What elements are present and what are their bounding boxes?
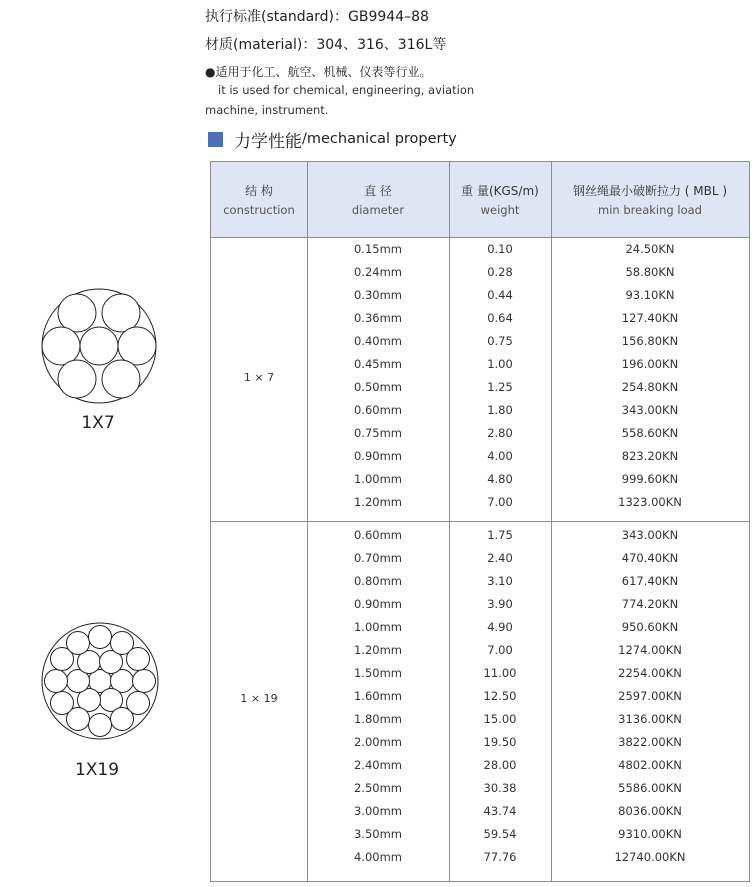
cell-diameter: 0.15mm [353,242,402,256]
property-table [210,161,750,882]
cell-diameter: 2.40mm [353,758,402,772]
cell-diameter: 2.00mm [353,735,402,749]
cell-mbl: 617.40KN [621,574,679,588]
diagram-1x19 [41,622,159,740]
cell-construction: 1 × 19 [240,691,278,705]
usage-en-2: machine, instrument. [205,103,329,117]
cell-mbl: 774.20KN [621,597,679,611]
cell-weight: 3.90 [487,597,513,611]
cell-diameter: 0.36mm [353,311,402,325]
header-construction-zh: 结 构 [245,184,273,198]
section-title-en: /mechanical property [302,131,457,147]
cell-diameter: 0.75mm [353,426,402,440]
cell-mbl: 999.60KN [621,472,679,486]
standard-line: 执行标准(standard)：GB9944–88 [205,9,429,25]
section-heading [208,128,457,150]
cell-weight: 28.00 [483,758,517,772]
cell-weight: 7.00 [487,495,513,509]
cell-diameter: 1.00mm [353,620,402,634]
diagram-label-1x19: 1X19 [74,760,120,780]
cell-weight: 11.00 [483,666,517,680]
section-title-zh: 力学性能 [234,131,302,152]
cell-weight: 43.74 [483,804,517,818]
cell-weight: 15.00 [483,712,517,726]
cell-mbl: 9310.00KN [618,827,682,841]
header-mbl-zh: 钢丝绳最小破断拉力 ( MBL ) [572,184,728,198]
cell-weight: 4.80 [487,472,513,486]
header-mbl [551,162,749,237]
cell-mbl: 8036.00KN [618,804,682,818]
cell-mbl: 3822.00KN [618,735,682,749]
cell-diameter: 0.40mm [353,334,402,348]
cell-diameter: 1.00mm [353,472,402,486]
cell-weight: 1.25 [487,380,513,394]
cell-mbl: 4802.00KN [618,758,682,772]
header-weight-zh: 重 量(KGS/m) [461,184,539,198]
cell-mbl: 58.80KN [625,265,675,279]
cell-weight: 1.00 [487,357,513,371]
table-header [211,162,749,238]
cell-diameter: 0.45mm [353,357,402,371]
cell-mbl: 127.40KN [621,311,679,325]
cell-mbl: 24.50KN [625,242,675,256]
cell-weight: 0.44 [487,288,513,302]
cell-weight: 4.90 [487,620,513,634]
cell-weight: 2.40 [487,551,513,565]
header-diameter [307,162,449,237]
cell-mbl: 558.60KN [621,426,679,440]
cell-mbl: 12740.00KN [614,850,686,864]
cell-diameter: 3.00mm [353,804,402,818]
header-weight-en: weight [480,203,520,217]
cell-diameter: 0.60mm [353,403,402,417]
cell-diameter: 0.50mm [353,380,402,394]
material-line: 材质(material)：304、316、316L等 [205,37,447,53]
cell-diameter: 0.80mm [353,574,402,588]
cell-diameter: 0.90mm [353,597,402,611]
diagram-label-1x7: 1X7 [81,413,115,433]
cell-mbl: 343.00KN [621,403,679,417]
cell-mbl: 254.80KN [621,380,679,394]
cell-diameter: 1.80mm [353,712,402,726]
cell-diameter: 0.70mm [353,551,402,565]
cell-weight: 7.00 [487,643,513,657]
usage-zh: ●适用于化工、航空、机械、仪表等行业。 [205,65,432,79]
cell-weight: 12.50 [483,689,517,703]
usage-en-1: it is used for chemical, engineering, aviation [218,83,475,97]
cell-mbl: 1323.00KN [618,495,682,509]
header-diameter-zh: 直 径 [364,184,392,198]
cell-weight: 4.00 [487,449,513,463]
cell-diameter: 1.50mm [353,666,402,680]
cell-weight: 0.64 [487,311,513,325]
cell-mbl: 2254.00KN [618,666,682,680]
group-separator [211,521,749,522]
cell-diameter: 1.20mm [353,495,402,509]
cell-mbl: 3136.00KN [618,712,682,726]
cell-weight: 59.54 [483,827,517,841]
cell-diameter: 1.60mm [353,689,402,703]
cell-weight: 3.10 [487,574,513,588]
cell-weight: 1.75 [487,528,513,542]
diagram-1x7 [41,288,157,404]
cell-mbl: 343.00KN [621,528,679,542]
cell-weight: 2.80 [487,426,513,440]
cell-mbl: 2597.00KN [618,689,682,703]
cell-diameter: 2.50mm [353,781,402,795]
cell-diameter: 1.20mm [353,643,402,657]
cell-mbl: 470.40KN [621,551,679,565]
cell-diameter: 0.24mm [353,265,402,279]
cell-diameter: 0.90mm [353,449,402,463]
cell-diameter: 0.60mm [353,528,402,542]
cell-weight: 30.38 [483,781,517,795]
cell-construction: 1 × 7 [243,371,275,384]
header-diameter-en: diameter [351,203,405,217]
section-square-icon [208,132,223,147]
cell-weight: 77.76 [483,850,517,864]
cell-diameter: 0.30mm [353,288,402,302]
cell-mbl: 950.60KN [621,620,679,634]
cell-mbl: 93.10KN [625,288,675,302]
cell-mbl: 1274.00KN [618,643,682,657]
cell-mbl: 156.80KN [621,334,679,348]
cell-weight: 1.80 [487,403,513,417]
cell-weight: 0.75 [487,334,513,348]
cell-weight: 19.50 [483,735,517,749]
header-construction-en: construction [223,203,295,217]
cell-diameter: 4.00mm [353,850,402,864]
header-mbl-en: min breaking load [598,203,702,217]
cell-mbl: 5586.00KN [618,781,682,795]
cell-mbl: 196.00KN [621,357,679,371]
cell-weight: 0.10 [487,242,513,256]
header-construction [211,162,307,237]
cell-weight: 0.28 [487,265,513,279]
cell-diameter: 3.50mm [353,827,402,841]
header-weight [449,162,551,237]
cell-mbl: 823.20KN [621,449,679,463]
